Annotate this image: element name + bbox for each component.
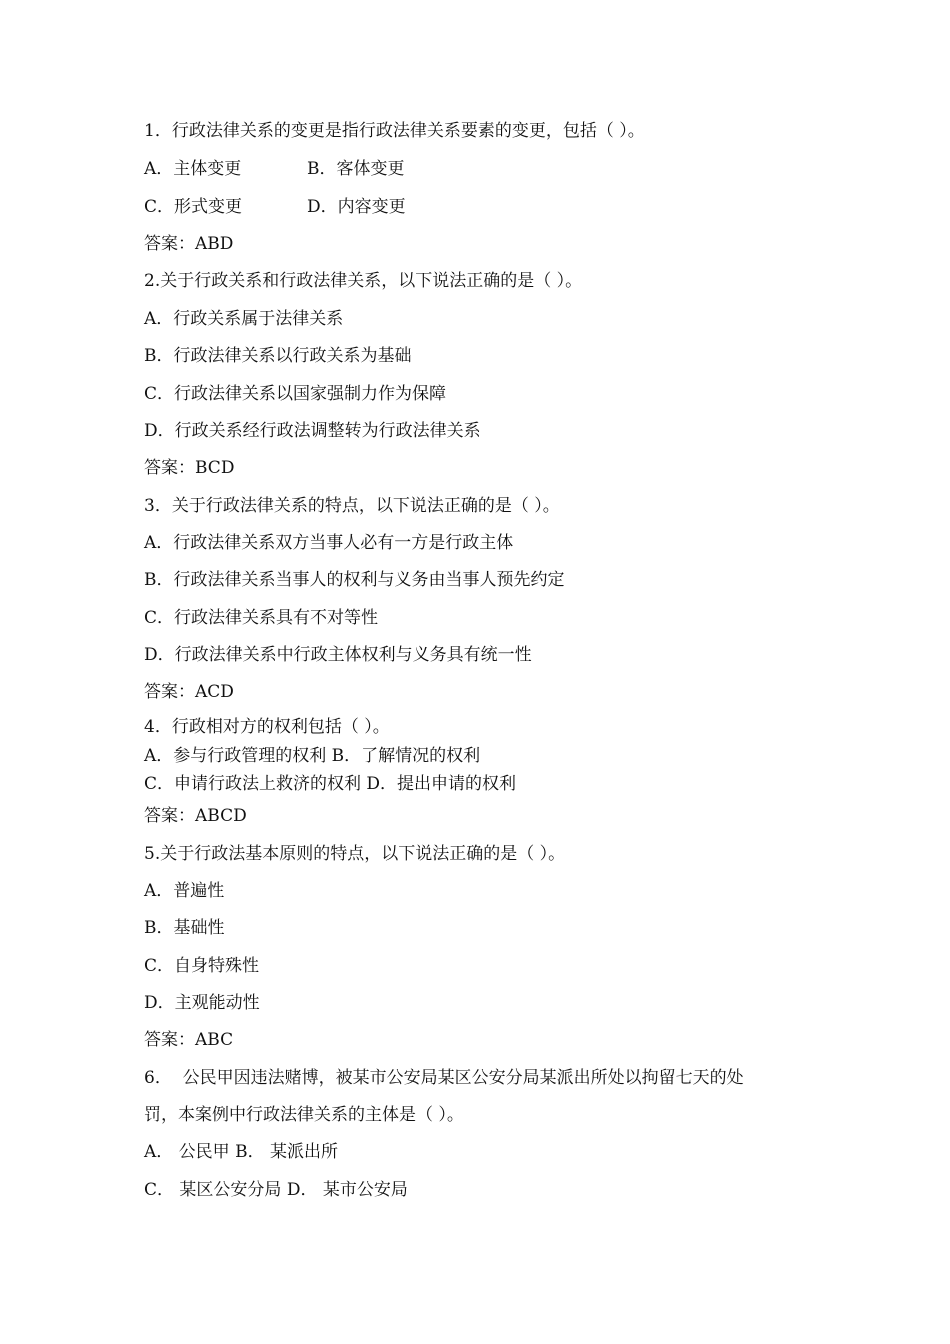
question-2-option-d: D．行政关系经行政法调整转为行政法律关系 xyxy=(144,421,481,441)
question-4-stem: 4．行政相对方的权利包括（ ）。 xyxy=(144,717,390,737)
question-1-option-d: D．内容变更 xyxy=(307,197,406,217)
question-1-option-b: B．客体变更 xyxy=(307,159,405,179)
question-1-option-a: A．主体变更 xyxy=(144,159,242,179)
question-3-stem: 3．关于行政法律关系的特点，以下说法正确的是（ ）。 xyxy=(144,496,560,516)
question-4-options-row-2: C．申请行政法上救济的权利 D．提出申请的权利 xyxy=(144,774,517,794)
question-6-options-row-1: A． 公民甲 B． 某派出所 xyxy=(144,1142,338,1162)
question-5-option-a: A．普遍性 xyxy=(144,881,225,901)
question-2-option-b: B．行政法律关系以行政关系为基础 xyxy=(144,346,412,366)
question-1-answer: 答案：ABD xyxy=(144,234,234,254)
question-2-option-c: C．行政法律关系以国家强制力作为保障 xyxy=(144,384,447,404)
question-6-stem-line-2: 罚，本案例中行政法律关系的主体是（ ）。 xyxy=(144,1105,464,1125)
question-1-option-c: C．形式变更 xyxy=(144,197,243,217)
question-6-options-row-2: C． 某区公安分局 D． 某市公安局 xyxy=(144,1180,408,1200)
question-3-option-d: D．行政法律关系中行政主体权利与义务具有统一性 xyxy=(144,645,532,665)
question-5-option-c: C．自身特殊性 xyxy=(144,956,260,976)
question-1-stem: 1．行政法律关系的变更是指行政法律关系要素的变更，包括（ ）。 xyxy=(144,121,645,141)
question-6-stem-line-1: 6． 公民甲因违法赌博，被某市公安局某区公安分局某派出所处以拘留七天的处 xyxy=(144,1068,744,1088)
question-5-option-d: D．主观能动性 xyxy=(144,993,260,1013)
question-5-option-b: B．基础性 xyxy=(144,918,225,938)
question-2-stem: 2.关于行政关系和行政法律关系，以下说法正确的是（ ）。 xyxy=(144,271,583,291)
question-5-stem: 5.关于行政法基本原则的特点，以下说法正确的是（ ）。 xyxy=(144,844,566,864)
question-3-option-c: C．行政法律关系具有不对等性 xyxy=(144,608,379,628)
question-3-option-b: B．行政法律关系当事人的权利与义务由当事人预先约定 xyxy=(144,570,565,590)
question-4-options-row-1: A．参与行政管理的权利 B．了解情况的权利 xyxy=(144,746,481,766)
question-2-answer: 答案：BCD xyxy=(144,458,235,478)
question-2-option-a: A．行政关系属于法律关系 xyxy=(144,309,344,329)
question-3-option-a: A．行政法律关系双方当事人必有一方是行政主体 xyxy=(144,533,514,553)
question-3-answer: 答案：ACD xyxy=(144,682,234,702)
question-4-answer: 答案：ABCD xyxy=(144,806,247,826)
question-5-answer: 答案：ABC xyxy=(144,1030,234,1050)
